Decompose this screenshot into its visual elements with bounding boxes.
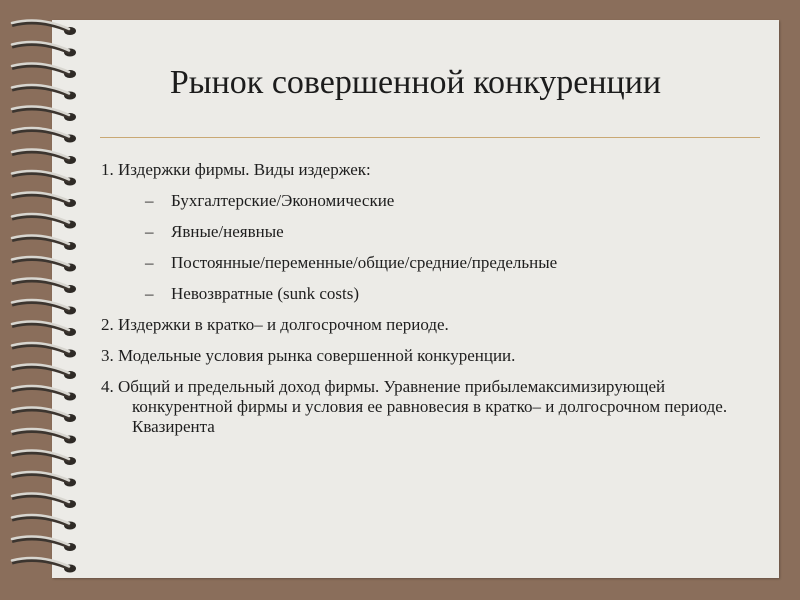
spiral-binding-icon — [0, 0, 80, 600]
sub-item-label: Постоянные/переменные/общие/средние/предельные — [171, 253, 558, 272]
spiral-coil — [12, 365, 76, 379]
spiral-coil — [12, 494, 76, 508]
spiral-coil — [12, 257, 76, 271]
spiral-coil — [12, 214, 76, 228]
spiral-coil — [12, 107, 76, 121]
spiral-coil — [12, 150, 76, 164]
list-item-2: 2. Издержки в кратко– и долгосрочном периоде. — [101, 315, 449, 334]
spiral-coil — [12, 21, 76, 35]
spiral-coil — [12, 451, 76, 465]
list-item-4: 4. Общий и предельный доход фирмы. Уравнение прибылемаксимизирующей конкурентной фирмы и условия ее равновесия в кратко– и долгосрочном периоде. Квазирента — [101, 377, 728, 436]
dash-bullet: – — [145, 191, 154, 210]
list-item-1: 1. Издержки фирмы. Виды издержек: — [101, 160, 371, 179]
spiral-coil — [12, 429, 76, 443]
spiral-coil — [12, 171, 76, 185]
slide-page — [52, 20, 779, 578]
sub-item-label: Явные/неявные — [171, 222, 284, 241]
spiral-coil — [12, 85, 76, 99]
spiral-coil — [12, 537, 76, 551]
spiral-coil — [12, 64, 76, 78]
dash-bullet: – — [145, 253, 154, 272]
slide-content — [101, 160, 761, 448]
spiral-coil — [12, 42, 76, 56]
spiral-coil — [12, 193, 76, 207]
spiral-coil — [12, 386, 76, 400]
spiral-coil — [12, 236, 76, 250]
sub-item-label: Бухгалтерские/Экономические — [171, 191, 395, 210]
dash-bullet: – — [145, 284, 154, 303]
spiral-coil — [12, 128, 76, 142]
sub-item-4 — [101, 284, 761, 304]
sub-item-3 — [101, 253, 761, 273]
spiral-coil — [12, 515, 76, 529]
title-divider — [100, 137, 760, 138]
spiral-coil — [12, 300, 76, 314]
list-item-3: 3. Модельные условия рынка совершенной конкуренции. — [101, 346, 516, 365]
sub-item-1 — [101, 191, 761, 211]
spiral-coil — [12, 558, 76, 572]
sub-item-2 — [101, 222, 761, 242]
spiral-coil — [12, 343, 76, 357]
dash-bullet: – — [145, 222, 154, 241]
sub-item-label: Невозвратные (sunk costs) — [171, 284, 360, 303]
slide-title: Рынок совершенной конкуренции — [169, 64, 662, 101]
spiral-coil — [12, 322, 76, 336]
spiral-coil — [12, 472, 76, 486]
spiral-coil — [12, 408, 76, 422]
spiral-coil — [12, 279, 76, 293]
